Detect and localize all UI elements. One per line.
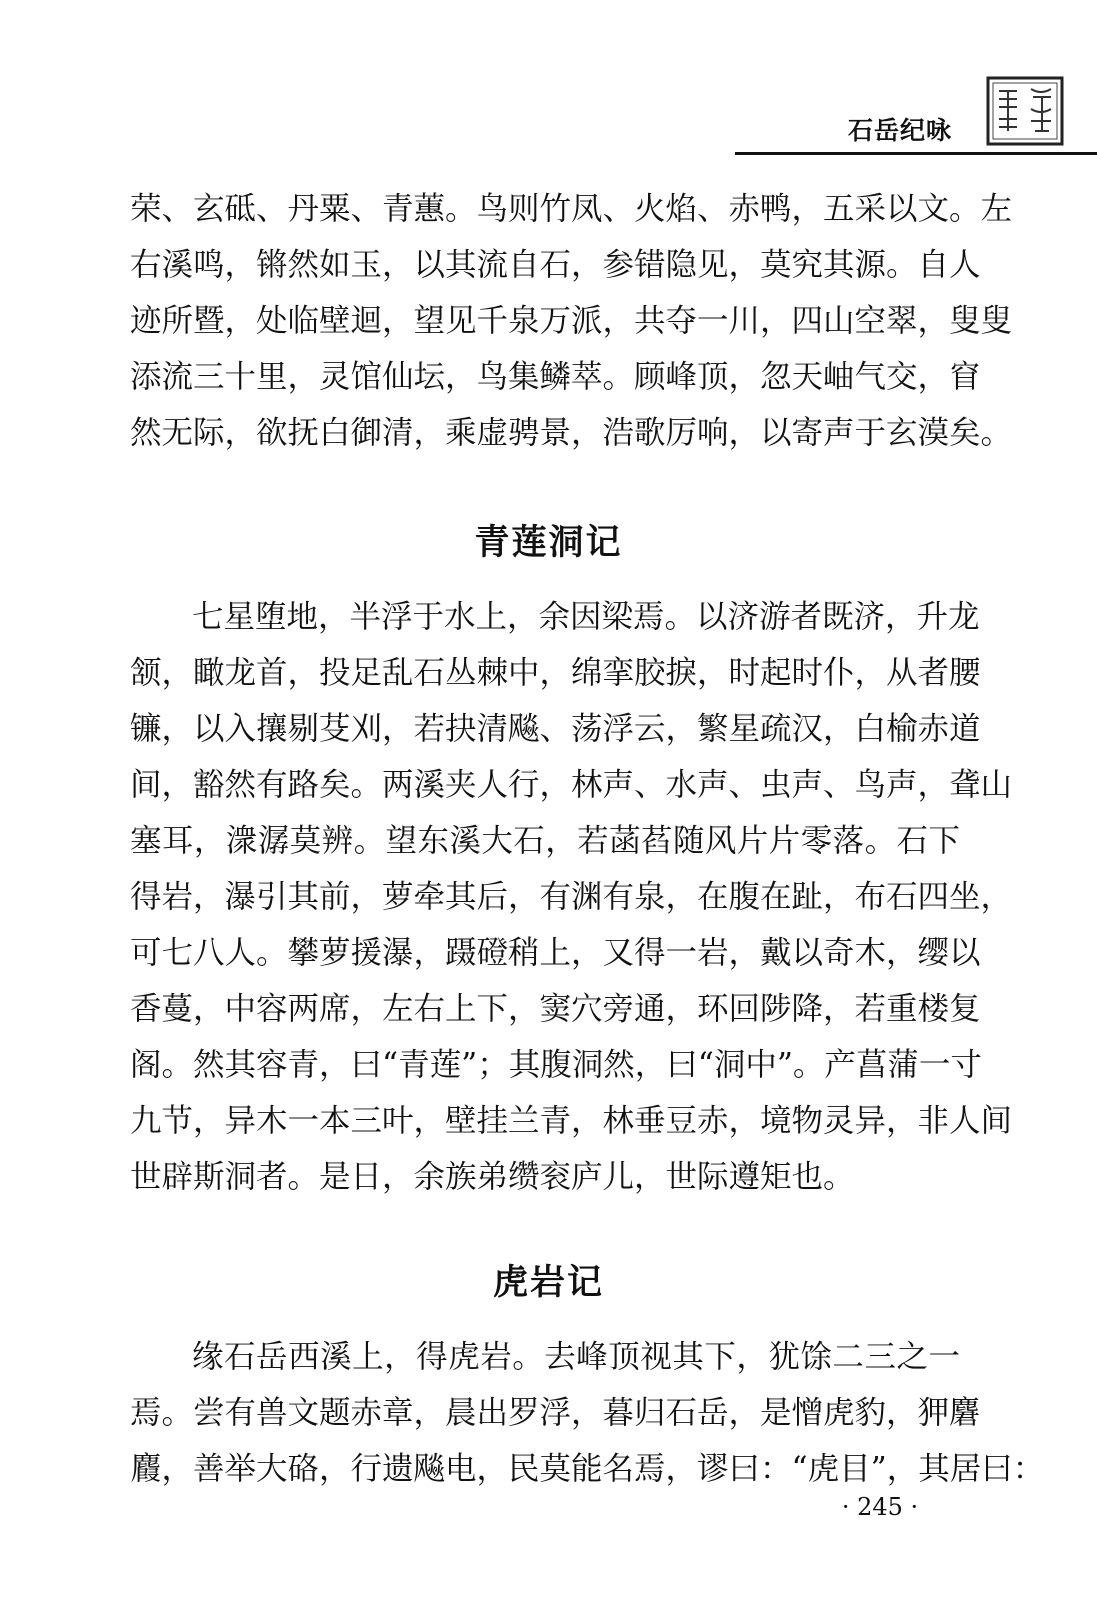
text-line: 阁。然其容青，曰“青莲”；其腹洞然，曰“洞中”。产菖蒲一寸 — [130, 1047, 982, 1083]
text-line: 迹所暨，处临壁迴，望见千泉万派，共夺一川，四山空翠，叟叟 — [130, 303, 1013, 339]
text-line: 九节，异木一本三叶，壁挂兰青，林垂豆赤，境物灵异，非人间 — [130, 1103, 1013, 1139]
header-rule — [735, 152, 1097, 155]
text-line: 七星堕地，半浮于水上，余因梁焉。以济游者既济，升龙 — [192, 599, 980, 635]
section-heading: 虎岩记 — [492, 1263, 604, 1303]
text-line: 镰，以入攘剔芟刈，若抉清飚、荡浮云，繁星疏汉，白榆赤道 — [130, 711, 981, 747]
section-heading: 青莲洞记 — [474, 523, 623, 563]
text-line: 右溪鸣，锵然如玉，以其流自石，参错隐见，莫究其源。自人 — [130, 247, 981, 283]
text-line: 间，豁然有路矣。两溪夹人行，林声、水声、虫声、鸟声，聋山 — [130, 767, 1013, 803]
text-line: 然无际，欲抚白御清，乘虚骋景，浩歌厉响，以寄声于玄漠矣。 — [130, 415, 1013, 451]
text-line: 香蔓，中容两席，左右上下，窦穴旁通，环回陟降，若重楼复 — [130, 991, 981, 1027]
text-line: 塞耳，潨潺莫辨。望东溪大石，若菡萏随风片片零落。石下 — [130, 823, 960, 859]
text-line: 焉。尝有兽文题赤章，晨出罗浮，暮归石岳，是憎虎豹，狎麏 — [130, 1395, 981, 1431]
header-title: 石岳纪咏 — [848, 116, 953, 145]
text-line: 缘石岳西溪上，得虎岩。去峰顶视其下，犹馀二三之一 — [192, 1339, 960, 1375]
seal-stamp-icon — [985, 75, 1065, 147]
text-line: 可七八人。攀萝援瀑，蹑磴稍上，又得一岩，戴以奇木，缨以 — [130, 935, 981, 971]
text-line: 得岩，瀑引其前，萝牵其后，有渊有泉，在腹在趾，布石四坐， — [130, 879, 1013, 915]
page-number: · 245 · — [841, 1493, 919, 1521]
text-line: 世辟斯洞者。是日，余族弟缵衮庐儿，世际遵矩也。 — [130, 1159, 855, 1195]
text-line: 颔，瞰龙首，投足乱石丛棘中，绵挛胶捩，时起时仆，从者腰 — [130, 655, 981, 691]
text-line: 麚，善举大硌，行遗飚电，民莫能名焉，谬曰：“虎目”，其居曰： — [130, 1451, 1045, 1487]
text-line: 添流三十里，灵馆仙坛，鸟集鳞萃。顾峰顶，忽天岫气交，窅 — [130, 359, 981, 395]
text-line: 荣、玄砥、丹粟、青蕙。鸟则竹凤、火焰、赤鸭，五采以文。左 — [130, 191, 1013, 227]
